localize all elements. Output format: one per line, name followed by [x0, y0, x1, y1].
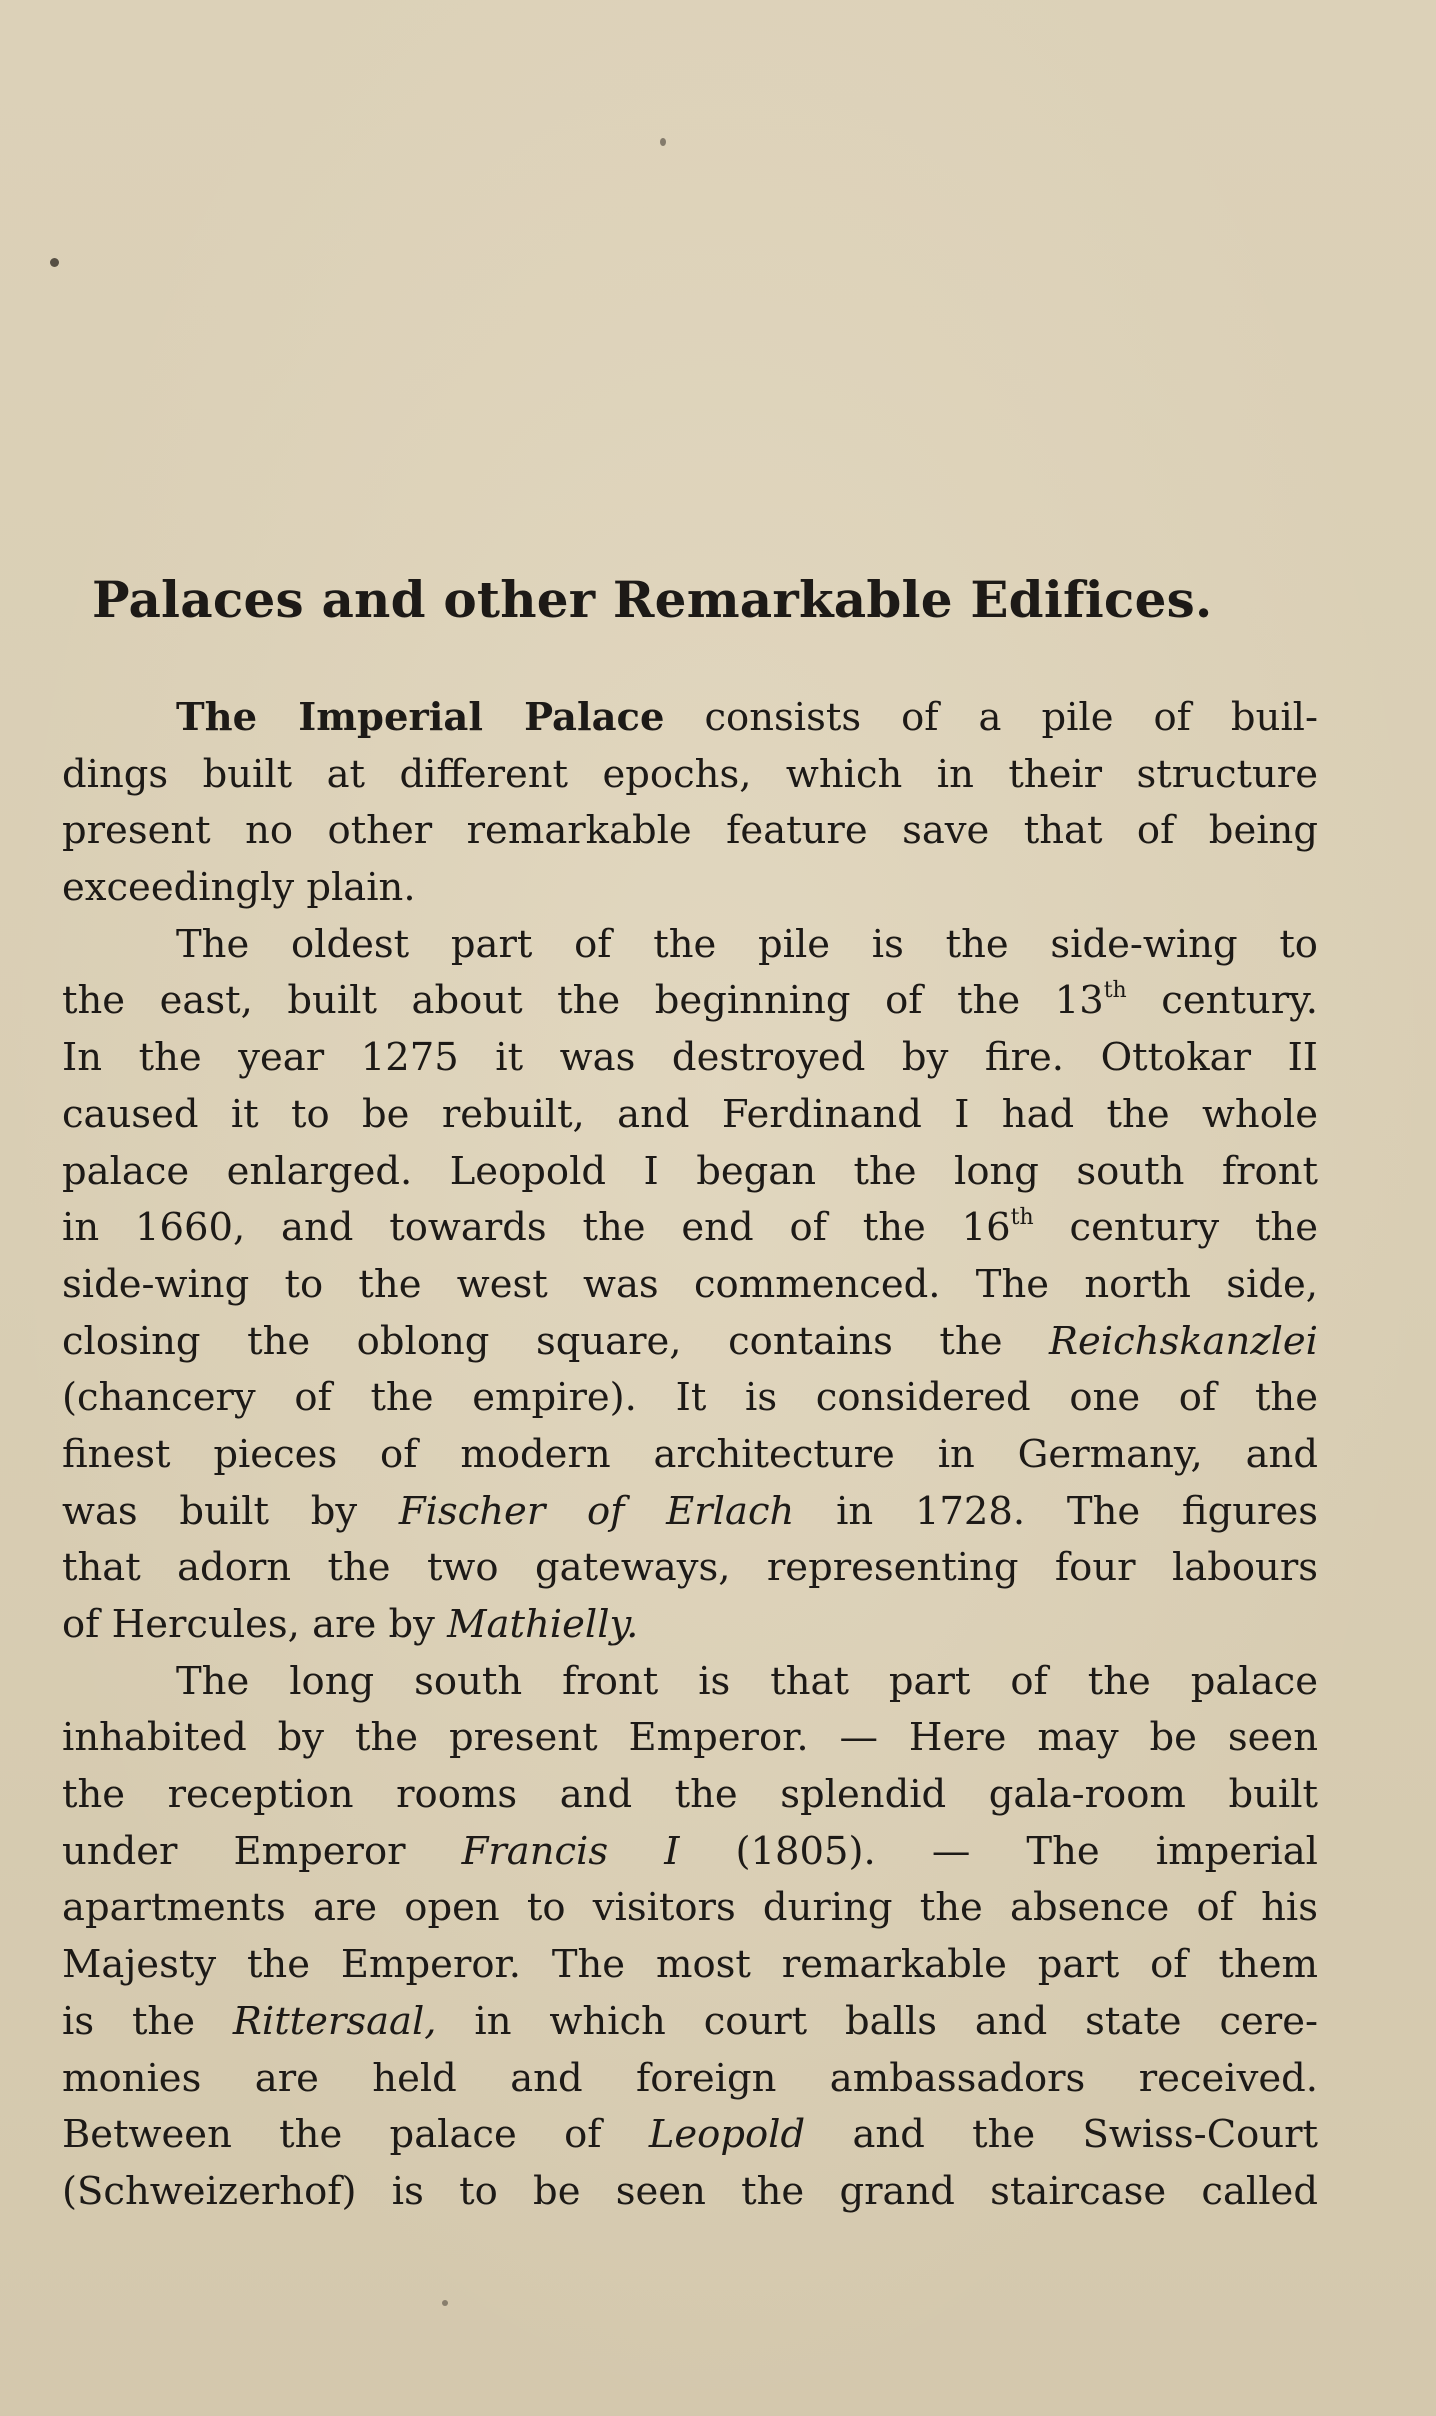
section-heading: Palaces and other Remarkable Edifices.	[92, 570, 1213, 629]
text-segment: in which court balls and state cere-	[436, 1998, 1318, 2044]
ink-speck	[442, 2300, 448, 2306]
text-segment: the reception rooms and the splendid gala-room built	[62, 1772, 1318, 1818]
text-segment: The long south front is that part of the palace	[176, 1658, 1318, 1704]
text-line	[62, 1654, 1318, 1711]
text-segment: inhabited by the present Emperor. — Here may be seen	[62, 1715, 1318, 1761]
text-line	[62, 1597, 1318, 1654]
text-segment: century.	[1126, 978, 1318, 1024]
text-segment: in 1728. The figures	[794, 1488, 1318, 1534]
text-segment: is the	[62, 1998, 233, 2044]
ink-speck	[50, 258, 59, 267]
ink-speck	[660, 138, 666, 146]
text-segment: apartments are open to visitors during the absence of his	[62, 1885, 1318, 1931]
body-text	[62, 690, 1318, 2221]
italic-term: Leopold	[648, 2112, 806, 2158]
text-line	[62, 1937, 1318, 1994]
text-segment: century the	[1033, 1205, 1318, 1251]
text-segment: consists of a pile of buil-	[664, 695, 1318, 740]
text-line	[62, 1824, 1318, 1881]
text-line	[62, 803, 1318, 860]
text-line	[62, 690, 1318, 747]
text-line	[62, 747, 1318, 804]
text-segment: under Emperor	[62, 1828, 462, 1874]
superscript: th	[1010, 1205, 1034, 1231]
italic-term: Francis I	[461, 1828, 680, 1874]
text-segment: in 1660, and towards the end of the 16	[62, 1205, 1011, 1251]
text-segment: Majesty the Emperor. The most remarkable part of them	[62, 1942, 1318, 1988]
superscript: th	[1103, 978, 1127, 1004]
text-line	[62, 2107, 1318, 2164]
text-line	[62, 1540, 1318, 1597]
bold-term: The Imperial Palace	[176, 695, 665, 740]
italic-term: Reichskanzlei	[1049, 1318, 1318, 1364]
text-segment: (Schweizerhof) is to be seen the grand staircase called	[62, 2168, 1318, 2214]
text-segment: present no other remarkable feature save that of being	[62, 808, 1318, 854]
text-line	[62, 1370, 1318, 1427]
text-line	[62, 2051, 1318, 2108]
text-segment: Between the palace of	[62, 2112, 649, 2158]
text-line	[62, 2164, 1318, 2221]
text-segment: the east, built about the beginning of the 13	[62, 978, 1104, 1024]
text-segment: (chancery of the empire). It is considered one of the	[62, 1375, 1318, 1421]
text-line	[62, 1880, 1318, 1937]
text-segment: palace enlarged. Leopold I began the long south front	[62, 1148, 1318, 1194]
text-segment: monies are held and foreign ambassadors received.	[62, 2055, 1318, 2101]
text-segment: caused it to be rebuilt, and Ferdinand I had the whole	[62, 1091, 1318, 1137]
text-segment: dings built at different epochs, which in their structure	[62, 751, 1318, 797]
text-line	[62, 917, 1318, 974]
text-line	[62, 1767, 1318, 1824]
text-segment: that adorn the two gateways, representing four labours	[62, 1545, 1318, 1591]
text-segment: of Hercules, are by	[62, 1602, 448, 1647]
text-line	[62, 973, 1318, 1030]
text-line	[62, 860, 1318, 917]
text-segment: exceedingly plain.	[62, 865, 416, 911]
text-segment: side-wing to the west was commenced. The north side,	[62, 1261, 1318, 1307]
text-segment: closing the oblong square, contains the	[62, 1318, 1050, 1364]
text-line	[62, 1144, 1318, 1201]
text-line	[62, 1314, 1318, 1371]
text-segment: The oldest part of the pile is the side-wing to	[176, 921, 1318, 967]
text-segment: finest pieces of modern architecture in Germany, and	[62, 1431, 1318, 1477]
text-line	[62, 1427, 1318, 1484]
text-segment: In the year 1275 it was destroyed by fire. Ottokar II	[62, 1035, 1318, 1081]
text-segment: was built by	[62, 1488, 399, 1534]
text-line	[62, 1257, 1318, 1314]
text-line	[62, 1030, 1318, 1087]
text-line	[62, 1484, 1318, 1541]
text-line	[62, 1994, 1318, 2051]
italic-term: Fischer of Erlach	[398, 1488, 795, 1534]
text-line	[62, 1710, 1318, 1767]
text-segment: (1805). — The imperial	[679, 1828, 1318, 1874]
italic-term: Rittersaal,	[232, 1998, 437, 2044]
italic-term: Mathielly.	[447, 1602, 639, 1647]
text-line	[62, 1087, 1318, 1144]
text-line	[62, 1200, 1318, 1257]
text-segment: and the Swiss-Court	[805, 2112, 1319, 2158]
